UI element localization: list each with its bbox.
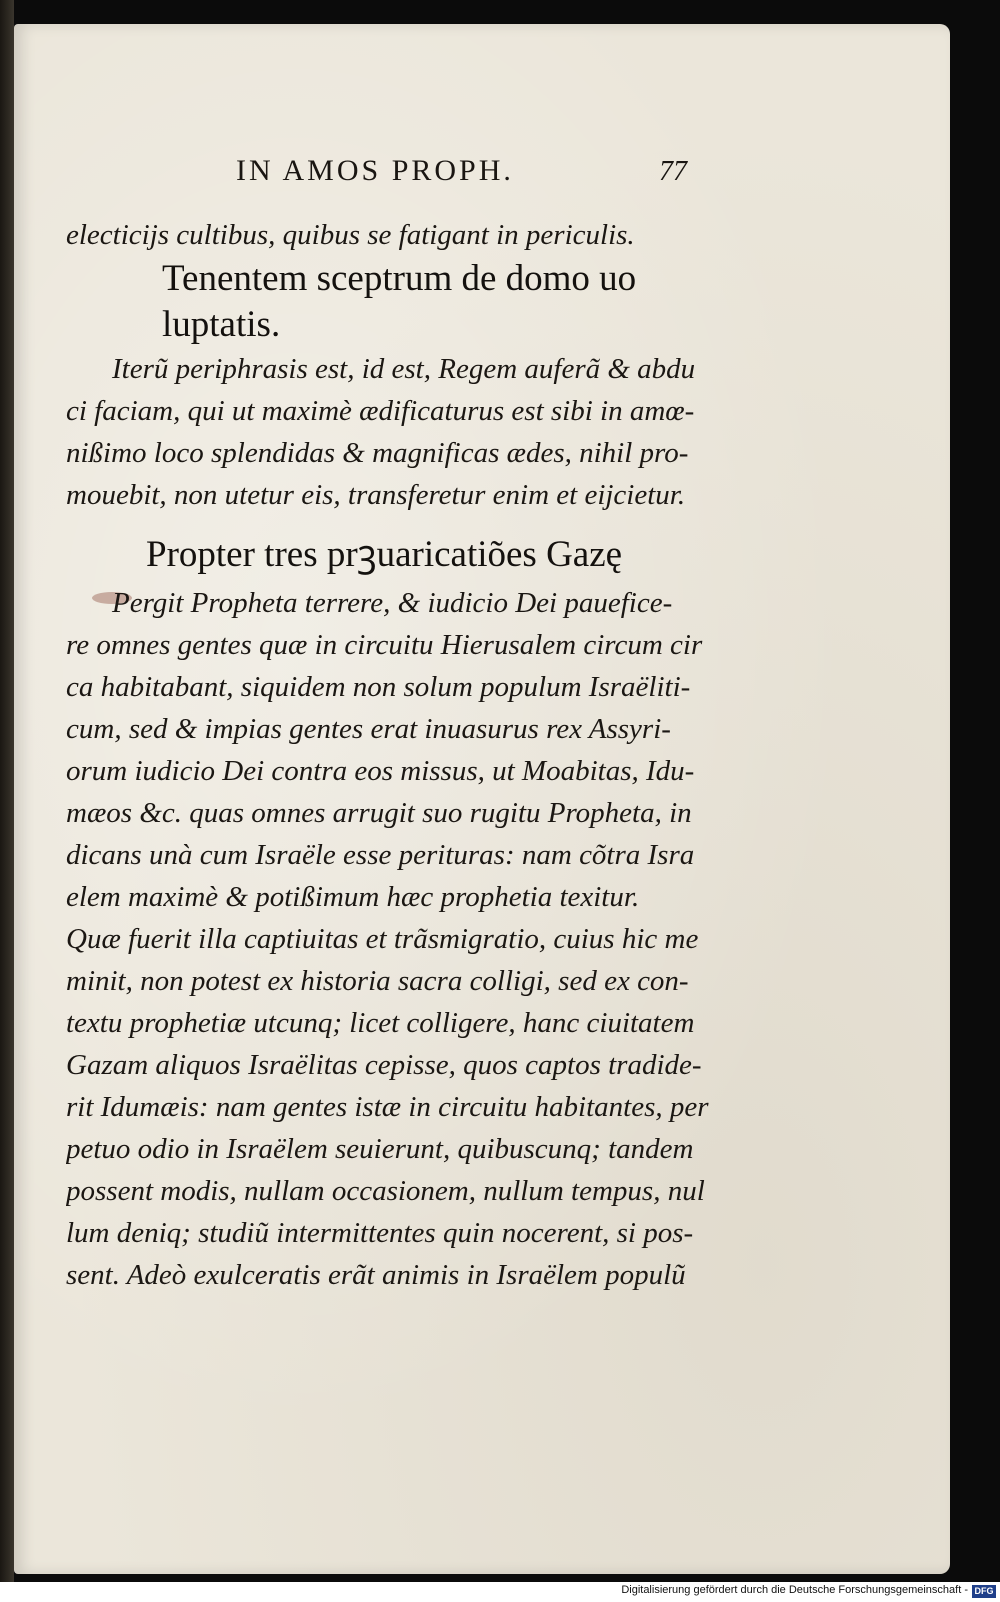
text-line: elem maximè & potißimum hæc prophetia texitur.	[66, 881, 640, 913]
text-line: textu prophetiæ utcunq; licet colligere, hanc ciuitatem	[66, 1007, 695, 1039]
text-line: dicans unà cum Israële esse perituras: nam cõtra Isra	[66, 839, 695, 871]
text-line: petuo odio in Israëlem seuierunt, quibuscunq; tandem	[66, 1133, 694, 1165]
text-line: mouebit, non utetur eis, transferetur enim et eijcietur.	[66, 479, 686, 511]
text-line: Gazam aliquos Israëlitas cepisse, quos captos tradide-	[66, 1049, 702, 1081]
page-number: 77	[659, 156, 687, 187]
text-line: sent. Adeò exulceratis erãt animis in Israëlem populũ	[66, 1259, 686, 1291]
book-page	[14, 24, 950, 1574]
text-line: mæos &c. quas omnes arrugit suo rugitu Propheta, in	[66, 797, 692, 829]
text-line: minit, non potest ex historia sacra colligi, sed ex con-	[66, 965, 689, 997]
text-line: orum iudicio Dei contra eos missus, ut Moabitas, Idu-	[66, 755, 695, 787]
dfg-logo: DFG	[972, 1585, 996, 1598]
text-line: cum, sed & impias gentes erat inuasurus rex Assyri-	[66, 713, 671, 745]
lemma-heading-continued: luptatis.	[162, 304, 281, 345]
text-line: Quæ fuerit illa captiuitas et trãsmigratio, cuius hic me	[66, 923, 699, 955]
lemma-heading: Tenentem sceptrum de domo uo	[162, 258, 637, 299]
text-line: nißimo loco splendidas & magnificas ædes, nihil pro-	[66, 437, 689, 469]
text-line: possent modis, nullam occasionem, nullum tempus, nul	[66, 1175, 705, 1207]
text-line: Iterũ periphrasis est, id est, Regem auferã & abdu	[112, 353, 696, 385]
text-line: ci faciam, qui ut maximè ædificaturus est sibi in amœ-	[66, 395, 695, 427]
book-gutter	[0, 0, 14, 1602]
text-line: electicijs cultibus, quibus se fatigant in periculis.	[66, 219, 635, 251]
text-line: rit Idumæis: nam gentes istæ in circuitu habitantes, per	[66, 1091, 709, 1123]
text-line: ca habitabant, siquidem non solum populum Israëliti-	[66, 671, 691, 703]
running-head	[14, 154, 950, 194]
text-line: Pergit Propheta terrere, & iudicio Dei pauefice-	[112, 587, 673, 619]
digitization-footer	[0, 1582, 1000, 1602]
lemma-heading: Propter tres prꝫuaricatiões Gazę	[146, 534, 623, 575]
running-head-title: IN AMOS PROPH.	[236, 154, 514, 187]
footer-credit: Digitalisierung gefördert durch die Deutsche Forschungsgemeinschaft -	[621, 1584, 968, 1596]
text-block	[66, 214, 746, 1296]
text-line: re omnes gentes quæ in circuitu Hierusalem circum cir	[66, 629, 703, 661]
text-line: lum deniq; studiũ intermittentes quin nocerent, si pos-	[66, 1217, 694, 1249]
